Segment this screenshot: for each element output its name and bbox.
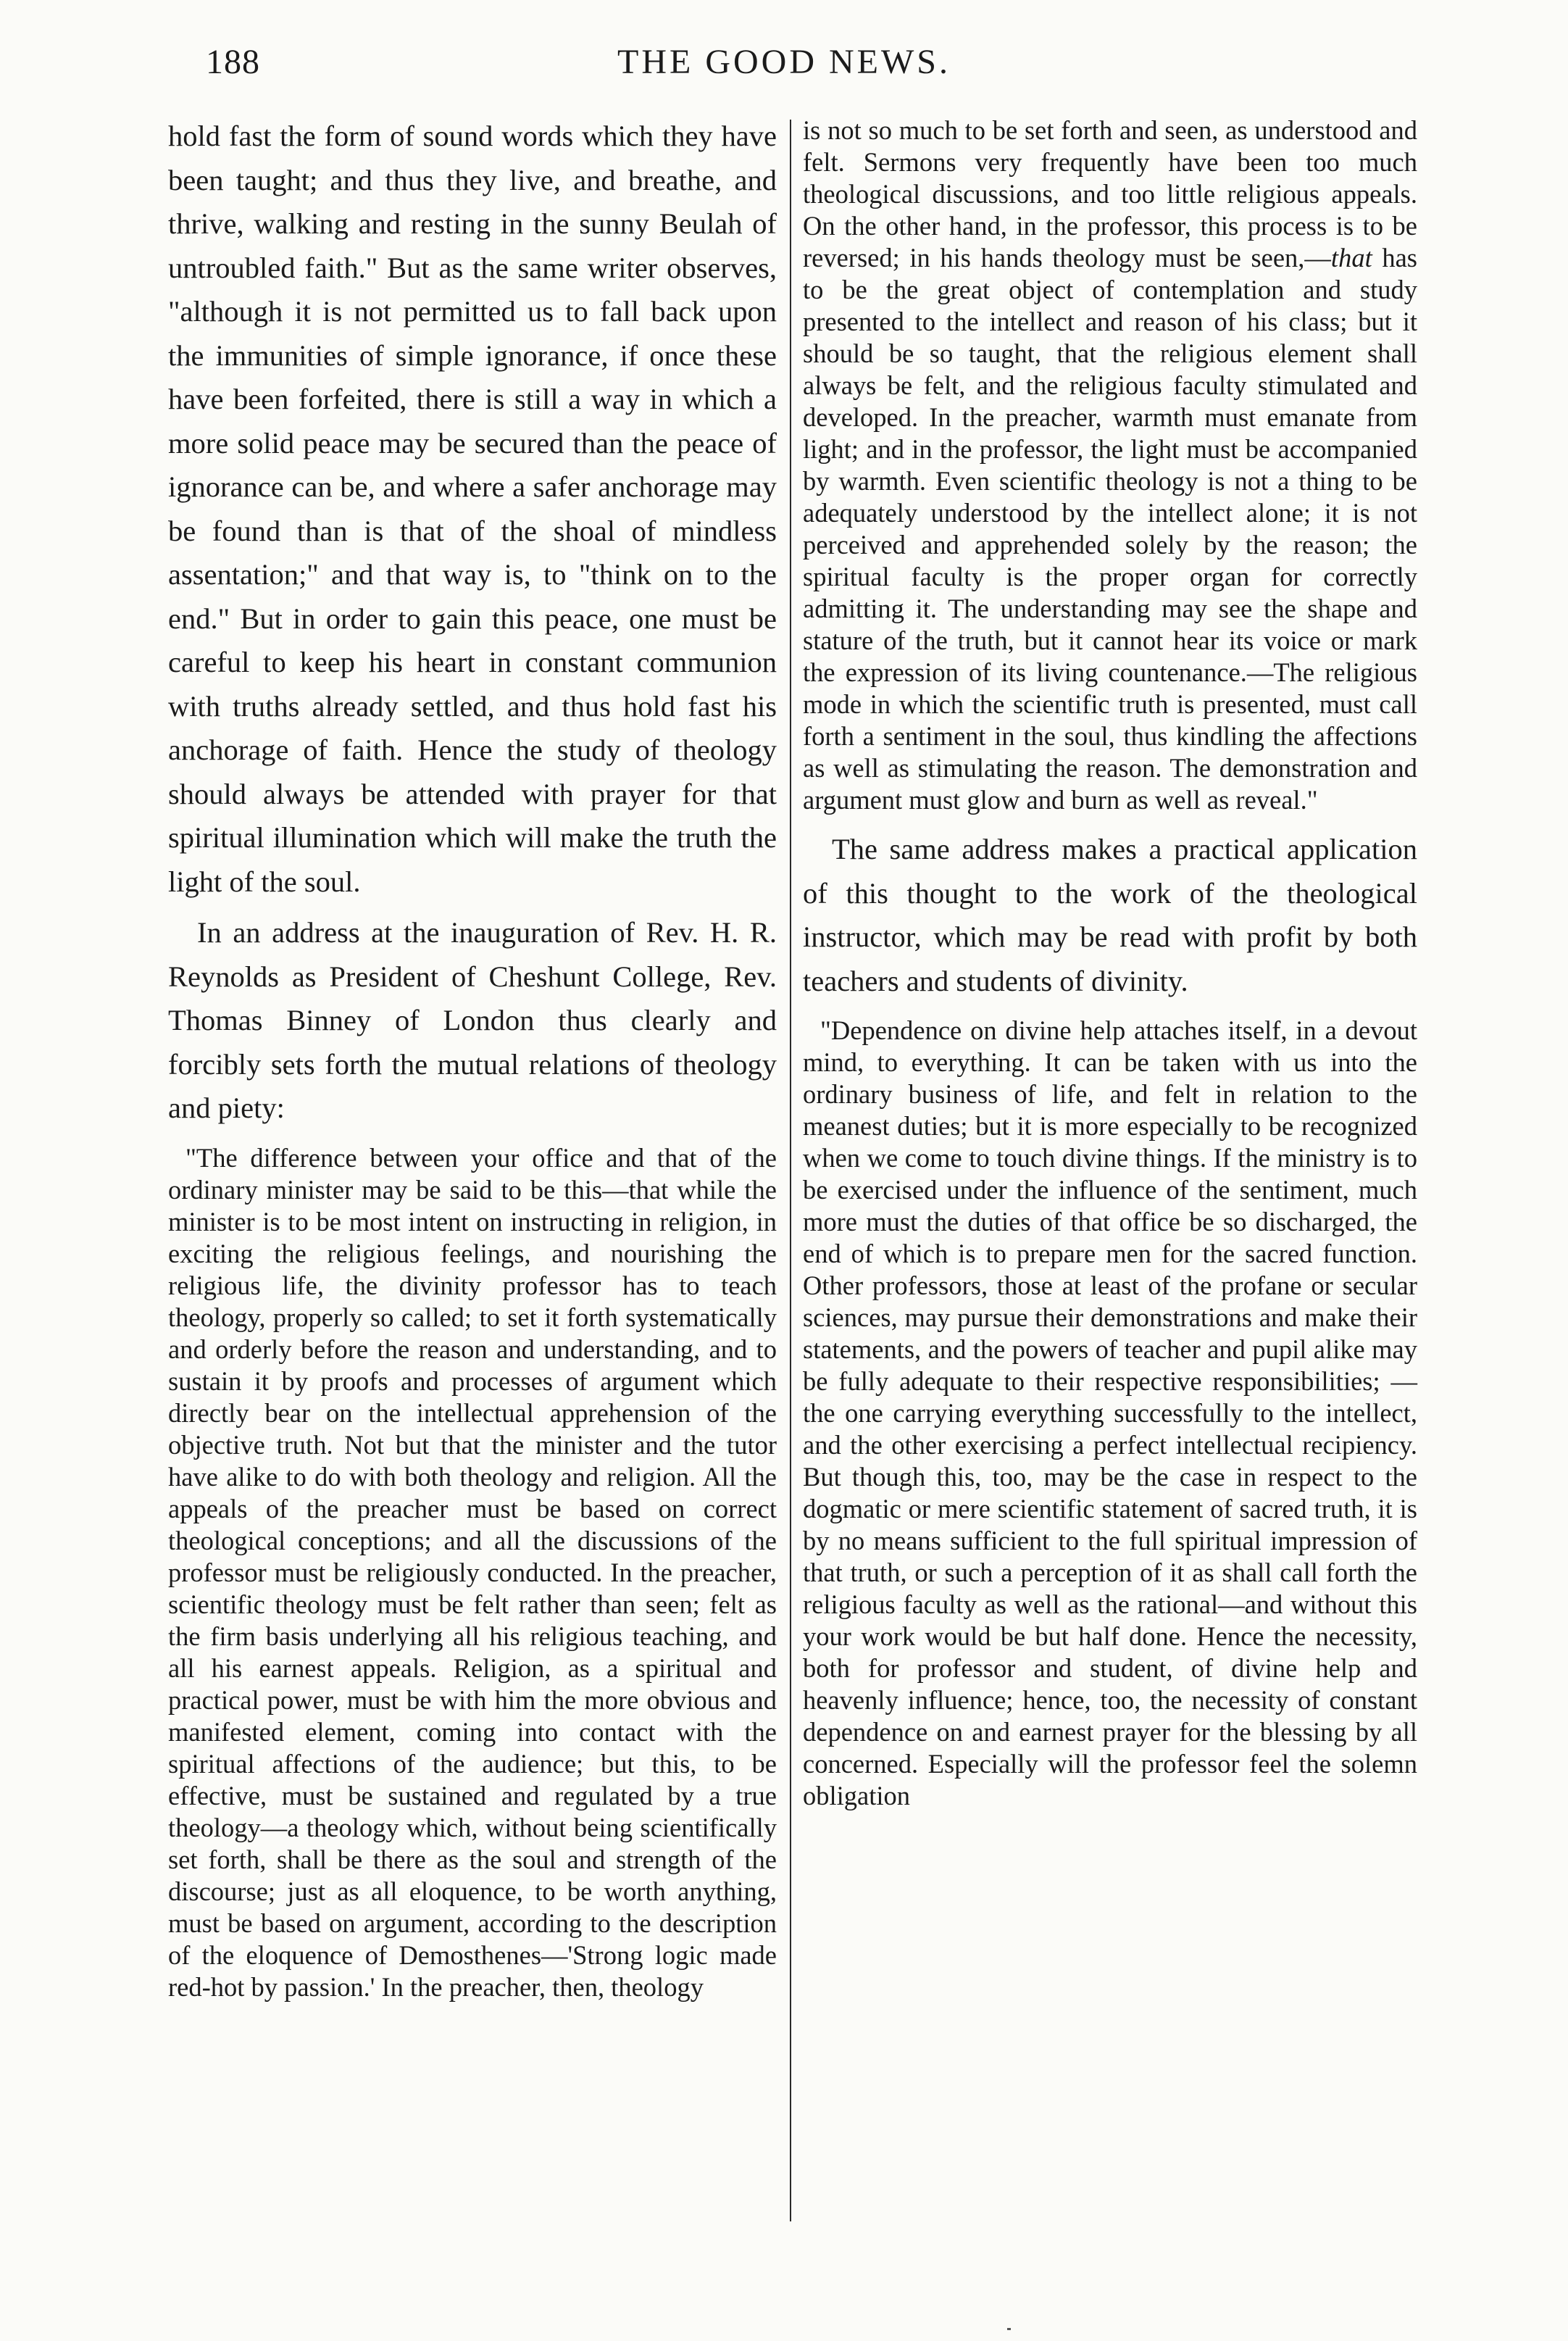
column-divider xyxy=(790,120,791,2221)
left-column xyxy=(168,115,777,2003)
page-header xyxy=(0,42,1568,100)
paragraph-continuation: hold fast the form of sound words which they have been taught; and thus they live, and breathe, and thrive, walking and resting in the sunny Beulah of untroubled faith." But as the same writer observes, "although it is not permitted us to fall back upon the immunities of simple ignorance, if once these have been forfeited, there is still a way in which a more solid peace may be secured than the peace of ignorance can be, and where a safer anchorage may be found than is that of the shoal of mindless assentation;" and that way is, to "think on to the end." But in order to gain this peace, one must be careful to keep his heart in constant communion with truths already settled, and thus hold fast his anchorage of faith. Hence the study of theology should always be attended with prayer for that spiritual illumination which will make the truth the light of the soul. xyxy=(168,120,777,898)
emphasis-that: that xyxy=(1330,243,1372,273)
quote-text-part: has to be the great object of contemplation and study presented to the intellect and reason of his class; but it should be so taught, that the religious element shall always be felt, and the religious faculty stimulated and developed. In the preacher, warmth must emanate from light; and in the professor, the light must be accompanied by warmth. Even scientific theology is not a thing to be adequately understood by the intellect alone; it is not perceived and apprehended solely by the reason; the spiritual faculty is the proper organ for correctly admitting it. The understanding may see the shape and stature of the truth, but it cannot hear its voice or mark the expression of its living countenance.—The religious mode in which the scientific truth is presented, must call forth a sentiment in the soul, thus kindling the affections as well as stimulating the reason. The demonstration and argument must glow and burn as well as reveal." xyxy=(803,243,1417,815)
page-number: 188 xyxy=(206,43,260,81)
print-mark xyxy=(1007,2328,1011,2330)
block-quote-binney: "The difference between your office and that of the ordinary minister may be said to be this—that while the minister is to be most intent on instructing in religion, in exciting the religious feelings, and nourishing the religious life, the divinity professor has to teach theology, properly so called; to set it forth systematically and orderly before the reason and understanding, and to sustain it by proofs and processes of argument which directly bear on the intellectual apprehension of the objective truth. Not but that the minister and the tutor have alike to do with both theology and religion. All the appeals of the preacher must be based on correct theological conceptions; and all the discussions of the professor must be religiously conducted. In the preacher, scientific theology must be felt rather than seen; felt as the firm basis underlying all his religious teaching, and all his earnest appeals. Religion, as a spiritual and practical power, must be with him the more obvious and manifested element, coming into contact with the spiritual affections of the audience; but this, to be effective, must be sustained and regulated by a true theology—a theology which, without being scientifically set forth, shall be there as the soul and strength of the discourse; just as all eloquence, to be worth anything, must be based on argument, according to the description of the eloquence of Demosthenes—'Strong logic made red-hot by passion.' In the preacher, then, theology xyxy=(168,1142,777,2002)
block-quote-dependence: "Dependence on divine help attaches itself, in a devout mind, to everything. It can be taken with us into the ordinary business of life, and felt in relation to the meanest duties; but it is more especially to be recognized when we come to touch divine things. If the ministry is to be exercised under the influence of the sentiment, much more must the duties of that office be so discharged, the end of which is to prepare men for the sacred function. Other professors, those at least of the profane or secular sciences, may pursue their demonstrations and make their statements, and the powers of teacher and pupil alike may be fully adequate to their respective responsibilities; —the one carrying everything successfully to the intellect, and the other exercising a perfect intellectual recipiency. But though this, too, may be the case in respect to the dogmatic or mere scientific statement of sacred truth, it is by no means sufficient to the full spiritual impression of that truth, or such a perception of it as shall call forth the religious faculty as well as the rational—and without this your work would be but half done. Hence the necessity, both for professor and student, of divine help and heavenly influence; hence, too, the necessity of constant dependence on and earnest prayer for the blessing by all concerned. Especially will the professor feel the solemn obligation xyxy=(803,1015,1417,1810)
page-title: THE GOOD NEWS. xyxy=(617,43,951,81)
paragraph-practical-application: The same address makes a practical application of this thought to the work of the theological instructor, which may be read with profit by both teachers and students of divinity. xyxy=(803,833,1417,997)
block-quote-binney-continued xyxy=(803,115,1417,816)
paragraph-binney-address: In an address at the inauguration of Rev. H. R. Reynolds as President of Cheshunt College, Rev. Thomas Binney of London thus clearly and forcibly sets forth the mutual relations of theology and piety: xyxy=(168,916,777,1124)
quote-text-part: is not so much to be set forth and seen, as understood and felt. Sermons very frequently have been too much theological discussions, and too little religious appeals. On the other hand, in the professor, this process is to be reversed; in his hands theology must be seen,— xyxy=(803,115,1417,273)
right-column xyxy=(803,115,1417,1812)
